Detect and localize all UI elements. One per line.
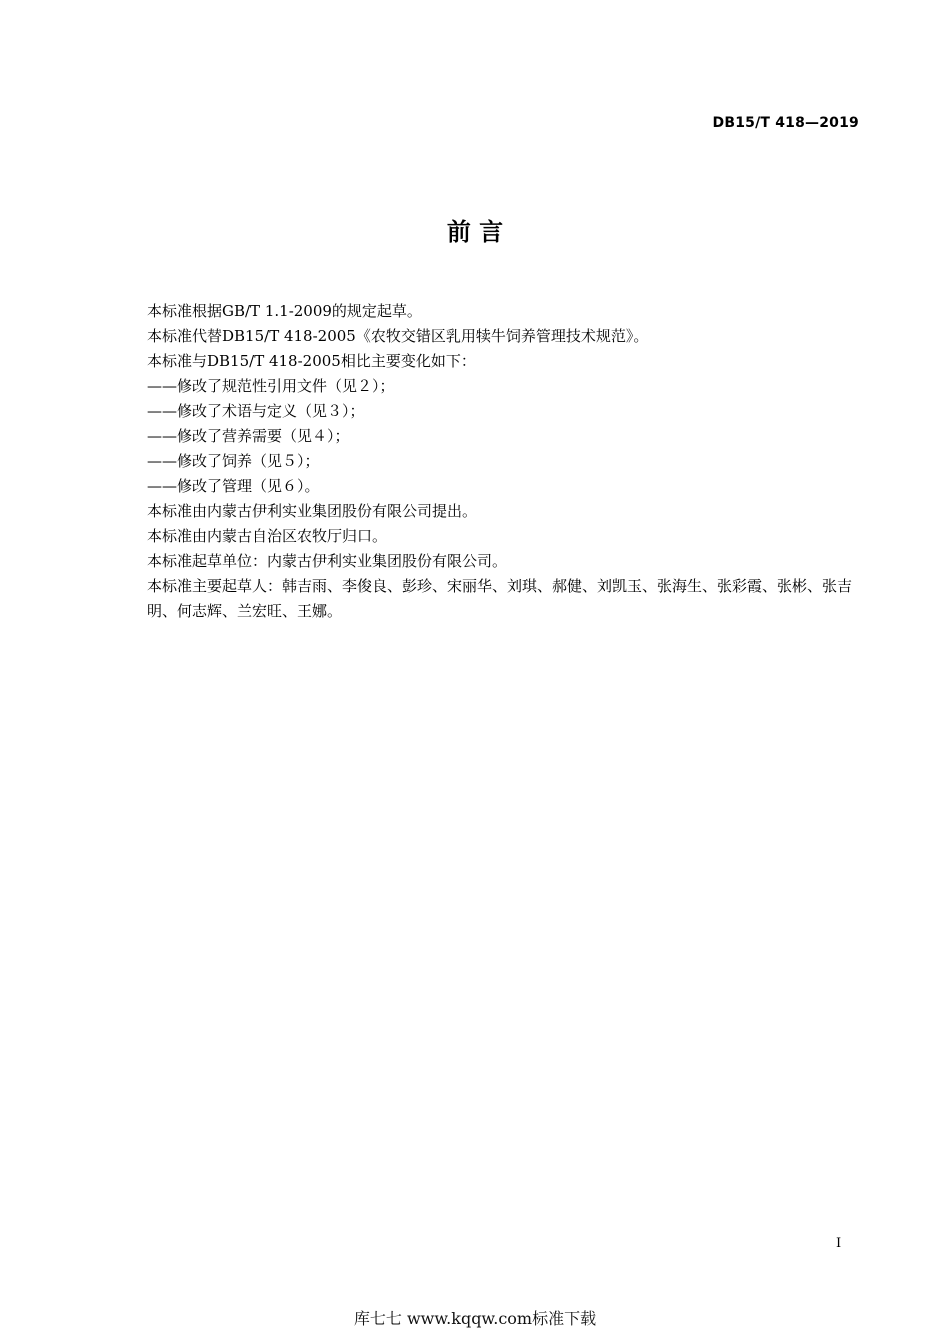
page-number: I <box>836 1236 842 1251</box>
watermark: 库七七 www.kqqw.com标准下载 <box>353 1309 597 1328</box>
paragraph-administrator: 本标准由内蒙古自治区农牧厅归口。 <box>147 527 388 545</box>
paragraph-drafting-basis: 本标准根据GB/T 1.1-2009的规定起草。 <box>147 302 422 320</box>
paragraph-drafting-unit: 本标准起草单位：内蒙古伊利实业集团股份有限公司。 <box>147 552 508 570</box>
page-title: 前 言 <box>446 218 504 246</box>
paragraph-proposer: 本标准由内蒙古伊利实业集团股份有限公司提出。 <box>147 502 478 520</box>
paragraph-changes-intro: 本标准与DB15/T 418-2005相比主要变化如下： <box>147 352 476 370</box>
change-item: ——修改了规范性引用文件（见２）； <box>147 377 395 395</box>
paragraph-drafters: 本标准主要起草人：韩吉雨、李俊良、彭珍、宋丽华、刘琪、郝健、刘凯玉、张海生、张彩霞、张彬、张吉明、何志辉、兰宏旺、王娜。 <box>147 577 853 620</box>
change-item: ——修改了术语与定义（见３）； <box>147 402 365 420</box>
document-code: DB15/T 418—2019 <box>712 115 859 131</box>
change-item: ——修改了管理（见６）。 <box>147 477 320 495</box>
change-item: ——修改了营养需要（见４）； <box>147 427 350 445</box>
paragraph-replaces: 本标准代替DB15/T 418-2005《农牧交错区乳用犊牛饲养管理技术规范》。 <box>147 327 649 345</box>
change-item: ——修改了饲养（见５）； <box>147 452 320 470</box>
preface-body <box>147 299 861 624</box>
